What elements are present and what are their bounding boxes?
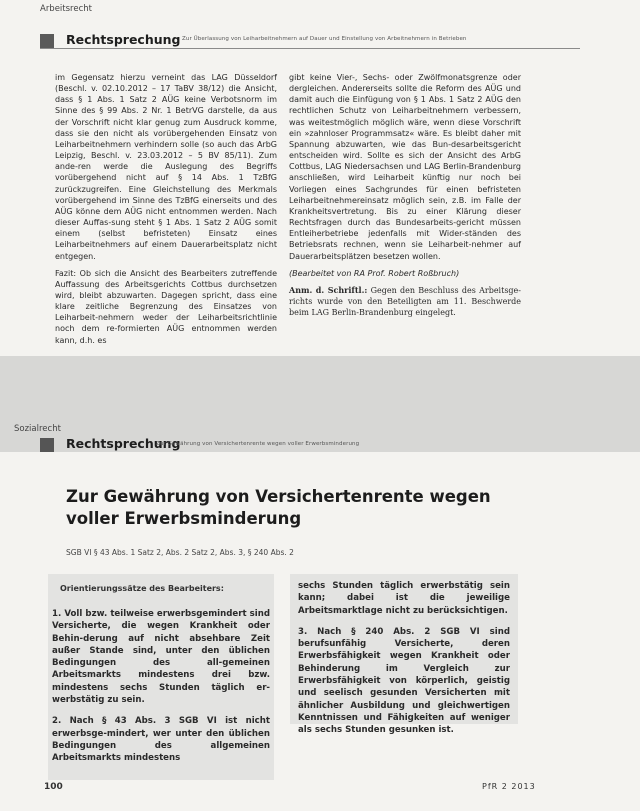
document-title: [66, 486, 491, 530]
paragraph: im Gegensatz hierzu verneint das LAG Düsseldorf (Beschl. v. 02.10.2012 – 17 TaBV 38/12) die Ansicht, dass § 1 Abs. 1 Satz 2 AÜG keine Verbotsnorm im Sinne des § 99 Abs. 2 Nr. 1 BetrVG darstelle, da aus der Vorschrift nicht klar genug zum Ausdruck komme, dass sie den nicht als vorübergehenden Einsatz von Leiharbeitnehmern verhindern solle (so auch das ArbG Leipzig, Beschl. v. 23.03.2012 – 5 BV 85/11). Zum ande-ren werde die Auslegung des Begriffs vorübergehend nicht auf § 14 Abs. 1 TzBfG zurückzugreifen. Eine Gleichstellung des Merkmals vorübergehend im Sinne des TzBfG einerseits und des AÜG könne dem AÜG nicht entnommen werden. Nach dieser Auffas-sung steht § 1 Abs. 1 Satz 2 AÜG somit einem (selbst befristeten) Einsatz eines Leiharbeitnehmers auf einem Dauerarbeitsplatz nicht entgegen.: [55, 73, 277, 261]
left-column: [55, 72, 277, 352]
guideline: 3. Nach § 240 Abs. 2 SGB VI sind berufsunfähig Versicherte, deren Erwerbsfähigkeit wegen Krankheit oder Behinderung im Vergleich zur Erwerbsfähigkeit von körperlich, geistig und seelisch gesunden Versicherten mit ähnlicher Ausbildung und gleichwertigen Kenntnissen und Fähigkeiten auf weniger als sechs Stunden gesunken ist.: [298, 626, 510, 736]
section-marker: [40, 34, 54, 48]
guideline: sechs Stunden täglich erwerbstätig sein kann; dabei ist die jeweilige Arbeitsmarktlage nicht zu berücksichtigen.: [298, 581, 510, 616]
guideline: 2. Nach § 43 Abs. 3 SGB VI ist nicht erwerbsge-mindert, wer unter den üblichen Bedingungen des allgemeinen Arbeitsmarkts mindestens: [52, 716, 270, 764]
header-rule: [40, 48, 580, 49]
norm-citation: SGB VI § 43 Abs. 1 Satz 2, Abs. 2 Satz 2, Abs. 3, § 240 Abs. 2: [66, 548, 294, 557]
section-label-sozialrecht: Sozialrecht: [14, 424, 61, 434]
guidelines-box-right: [290, 574, 518, 736]
header-subtitle: Zur Gewährung von Versichertenrente wegen voller Erwerbsminderung: [156, 441, 360, 447]
header-subtitle: Zur Überlassung von Leiharbeitnehmern auf Dauer und Einstellung von Arbeitnehmern in Betrieben: [182, 36, 467, 42]
guideline: 1. Voll bzw. teilweise erwerbsgemindert sind Versicherte, die wegen Krankheit oder Behin-derung auf nicht absehbare Zeit außer Stande sind, unter den üblichen Bedingungen des all-gemeinen Arbeitsmarkts mindestens drei bzw. mindestens sechs Stunden täglich er-werbstätig zu sein.: [52, 609, 270, 706]
section-label-arbeitsrecht: Arbeitsrecht: [40, 4, 92, 14]
page-number: 100: [44, 782, 63, 792]
annotation-label: Anm. d. Schriftl.:: [289, 284, 368, 295]
journal-issue: PfR 2 2013: [482, 782, 536, 791]
right-column: [289, 72, 521, 324]
box-text: [298, 580, 510, 746]
title-line: Zur Gewährung von Versichertenrente wegen: [66, 487, 491, 506]
paragraph: Fazit: Ob sich die Ansicht des Bearbeiters zutreffende Auffassung des Arbeitsgerichts Cottbus durchsetzen wird, bleibt abzuwarten. Dagegen spricht, dass eine klare zeitliche Begrenzung des Einsatzes von Leiharbeit-nehmern weder der Leiharbeitsrichtlinie noch dem re-formierten AÜG entnommen werden kann, d.h. es: [55, 268, 277, 345]
box-text: [52, 608, 270, 774]
annotation: [289, 285, 521, 318]
title-line: voller Erwerbsminderung: [66, 509, 302, 528]
box-heading: Orientierungssätze des Bearbeiters:: [60, 584, 224, 593]
paragraph: gibt keine Vier-, Sechs- oder Zwölfmonatsgrenze oder dergleichen. Andererseits sollte die Reform des AÜG und damit auch die Einfügung von § 1 Abs. 1 Satz 2 AÜG den rechtlichen Schutz von Leiharbeitnehmern verbessern, was weitestmöglich möglich wäre, wenn diese Vorschrift ein »zahnloser Programmsatz« wäre. Es bleibt daher mit Spannung abzuwarten, wie das Bun-desarbeitsgericht entscheiden wird. Sollte es sich der Ansicht des ArbG Cottbus, LAG Niedersachsen und LAG Berlin-Brandenburg anschließen, wird Leiharbeit künftig nur noch bei Vorliegen eines Sachgrundes für einen befristeten Leiharbeitnehmereinsatz möglich sein, z.B. im Falle der Krankheitsvertretung. Bis zu einer Klärung dieser Rechtsfragen durch das Bundesarbeits-gericht müssen Entleiherbetriebe jedenfalls mit Wider-ständen des Betriebsrats rechnen, wenn sie Leiharbeit-nehmer auf Dauerarbeitsplätzen besetzen wollen.: [289, 73, 521, 261]
annotation-text: Gegen den Beschluss des Arbeitsge-richts wurde von den Beteiligten am 11. Beschwerde beim LAG Berlin-Brandenburg eingelegt.: [289, 285, 521, 317]
guidelines-box-left: [48, 574, 274, 780]
header-title: Rechtsprechung: [66, 32, 181, 47]
header-title: Rechtsprechung: [66, 436, 181, 451]
author-note: (Bearbeitet von RA Prof. Robert Roßbruch): [289, 268, 460, 278]
section-marker: [40, 438, 54, 452]
